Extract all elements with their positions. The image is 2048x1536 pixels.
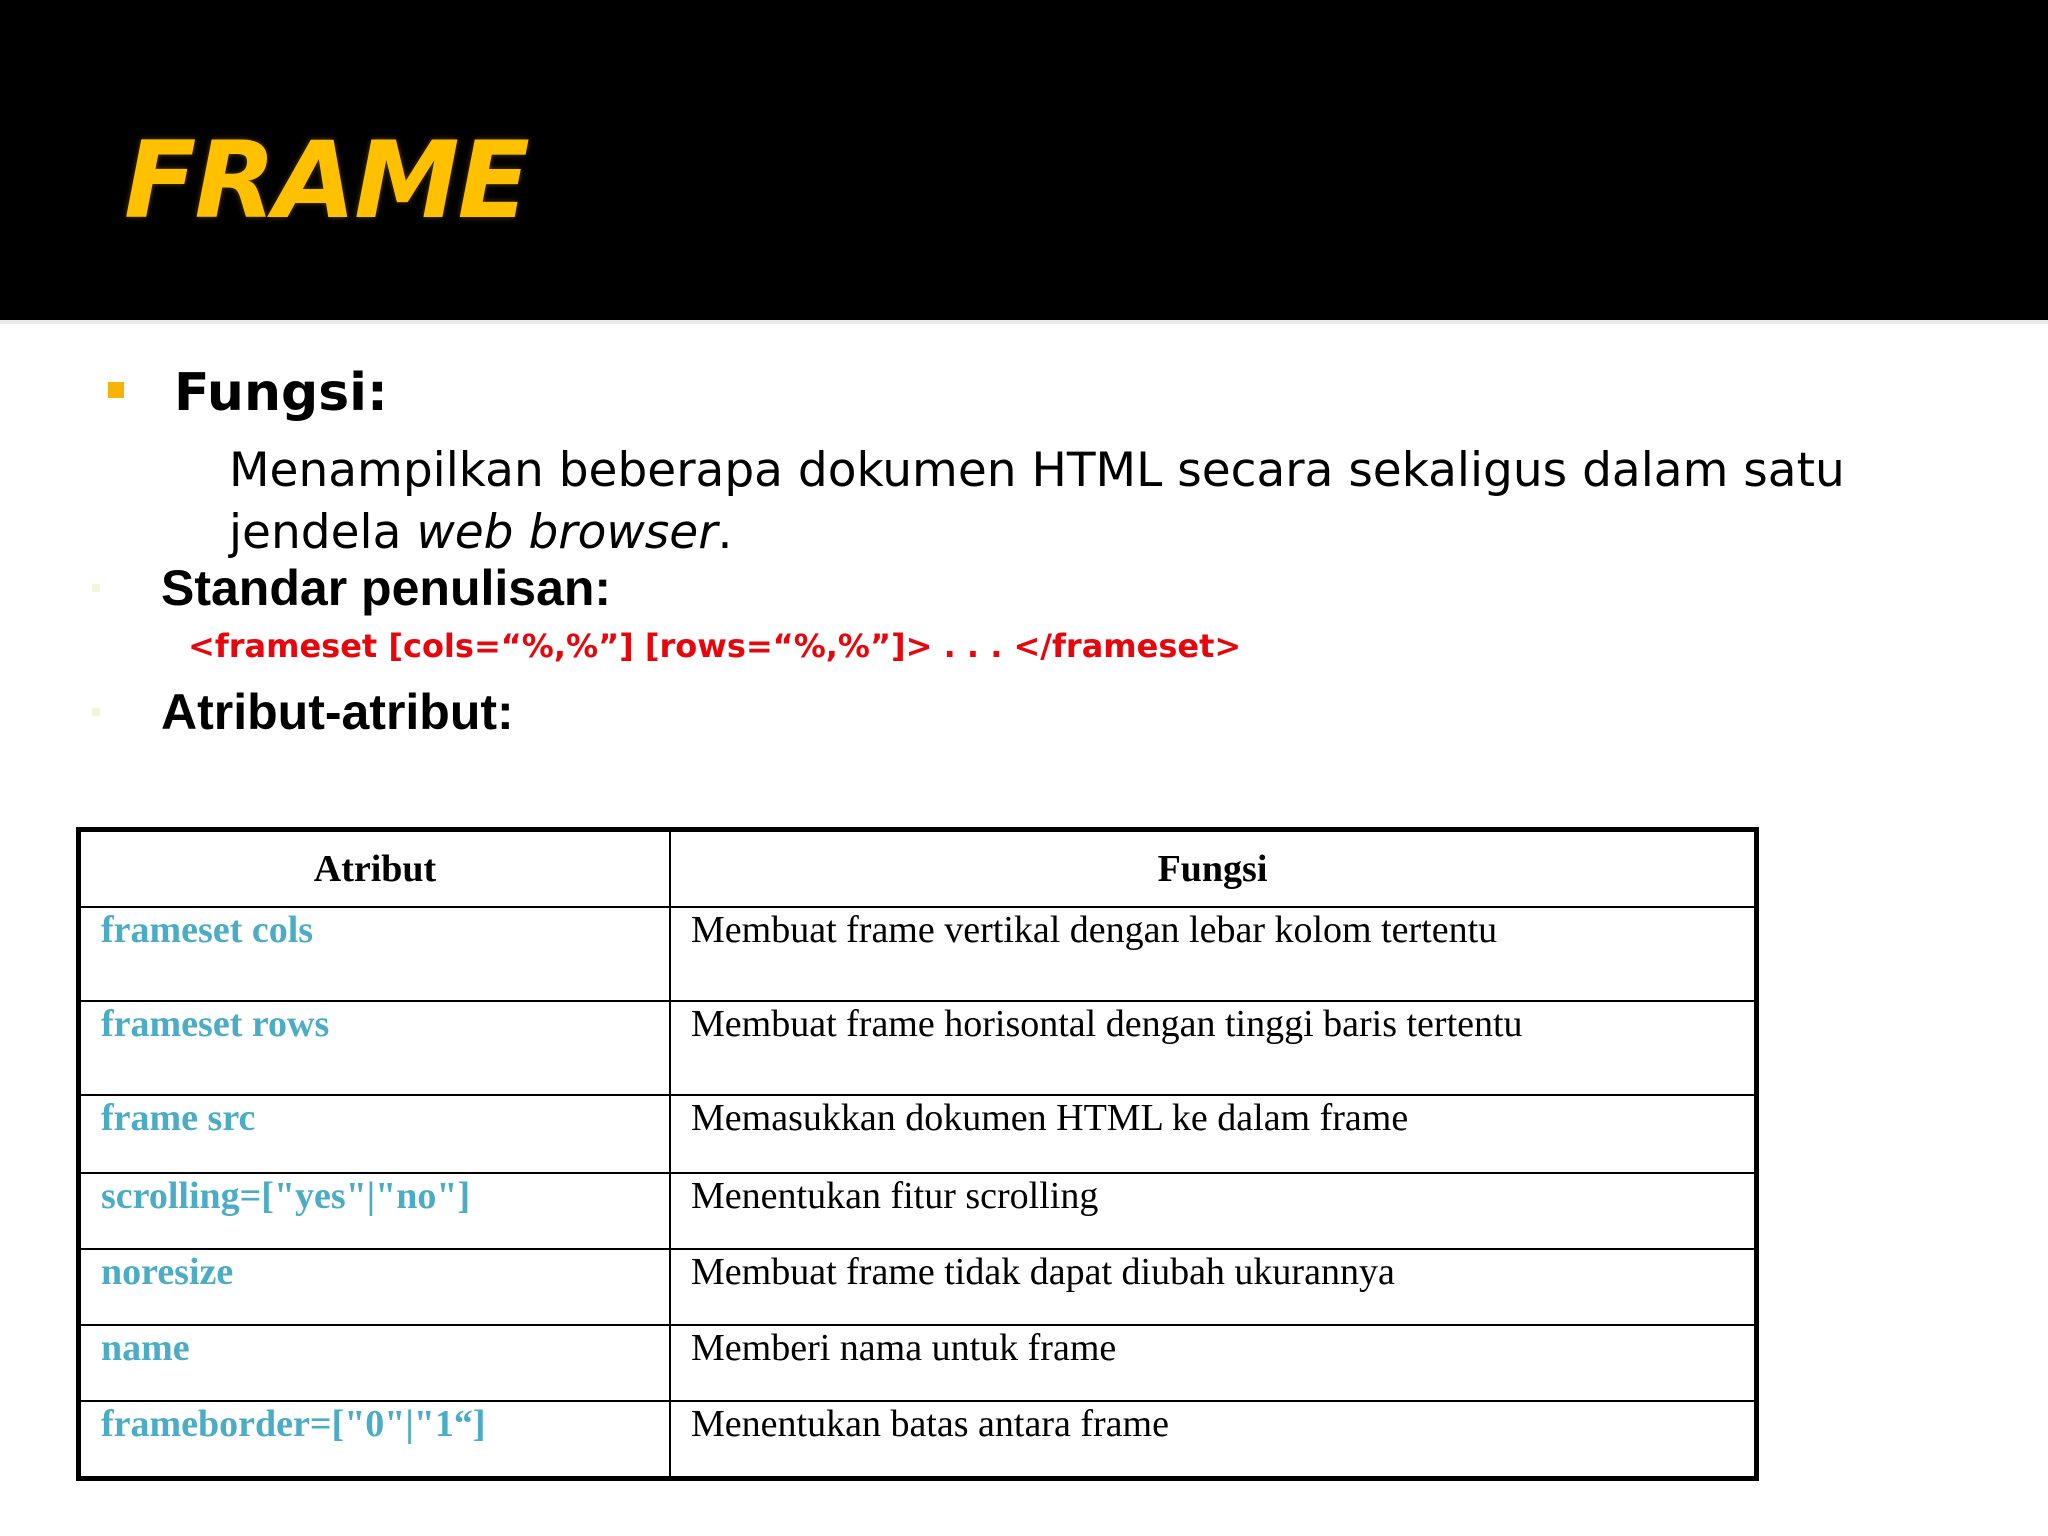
header-fungsi: Fungsi (670, 831, 1755, 907)
standar-heading: Standar penulisan: (161, 560, 612, 616)
attribute-function: Membuat frame tidak dapat diubah ukurannya (670, 1249, 1755, 1325)
bullet-square-icon (108, 382, 124, 398)
fungsi-description-text: Menampilkan beberapa dokumen HTML secara sekaligus dalam satu jendela (229, 443, 1845, 560)
attribute-name: noresize (80, 1249, 670, 1325)
attribute-function: Menentukan fitur scrolling (670, 1173, 1755, 1249)
table-row (80, 907, 1755, 1001)
slide-title: FRAME (124, 119, 528, 242)
attribute-name: name (80, 1325, 670, 1401)
attribute-name: frame src (80, 1095, 670, 1173)
attribute-function: Memberi nama untuk frame (670, 1325, 1755, 1401)
attribute-name: frameset cols (80, 907, 670, 1001)
attribute-name: scrolling=["yes"|"no"] (80, 1173, 670, 1249)
fungsi-description-end: . (717, 505, 733, 560)
fungsi-description (229, 440, 2009, 564)
attribute-table (79, 830, 1756, 1478)
table-header-row (80, 831, 1755, 907)
bullet-dot-icon (92, 708, 100, 716)
table-row (80, 1249, 1755, 1325)
fungsi-heading: Fungsi: (174, 363, 388, 423)
attribute-name: frameborder=["0"|"1“] (80, 1401, 670, 1477)
frameset-syntax: <frameset [cols=“%,%”] [rows=“%,%”]> . . . </frameset> (188, 627, 1242, 665)
table-row (80, 1325, 1755, 1401)
bullet-dot-icon (92, 584, 100, 592)
attribute-function: Menentukan batas antara frame (670, 1401, 1755, 1477)
table-row (80, 1095, 1755, 1173)
title-divider (0, 320, 2048, 324)
table-row (80, 1173, 1755, 1249)
fungsi-description-emphasis: web browser (416, 505, 718, 560)
attribute-name: frameset rows (80, 1001, 670, 1095)
table-row (80, 1001, 1755, 1095)
table-row (80, 1401, 1755, 1477)
atribut-heading: Atribut-atribut: (161, 684, 514, 740)
header-atribut: Atribut (80, 831, 670, 907)
attribute-function: Membuat frame horisontal dengan tinggi baris tertentu (670, 1001, 1755, 1095)
attribute-function: Memasukkan dokumen HTML ke dalam frame (670, 1095, 1755, 1173)
attribute-function: Membuat frame vertikal dengan lebar kolom tertentu (670, 907, 1755, 1001)
